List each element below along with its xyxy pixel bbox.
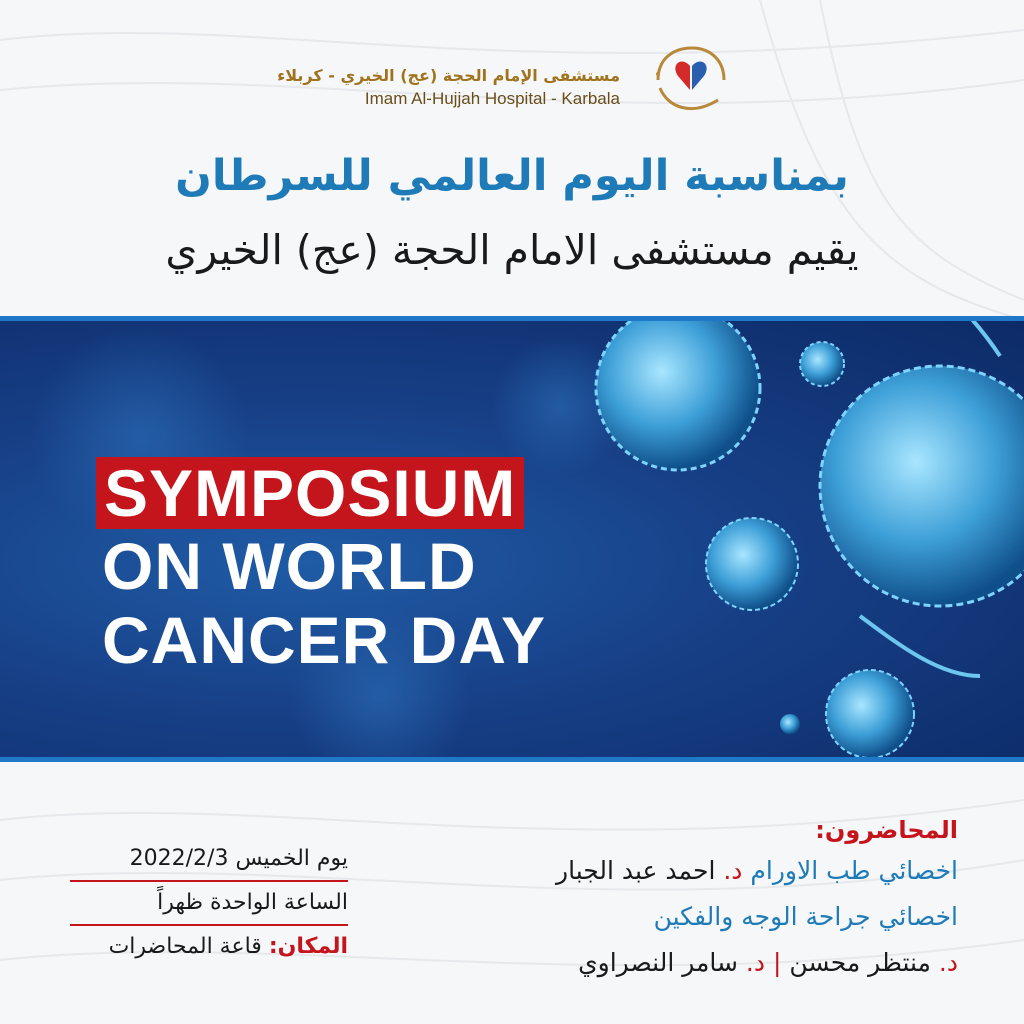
logo-arabic-name: مستشفى الإمام الحجة (عج) الخيري: [340, 66, 620, 85]
lecturers: [438, 812, 958, 986]
logo-text: [260, 66, 620, 110]
event-time: الساعة الواحدة ظهراً: [157, 890, 348, 915]
event-place-label: المكان:: [268, 934, 348, 959]
subline: يقيم مستشفى الامام الحجة (عج) الخيري: [165, 226, 859, 274]
banner-title-line1: SYMPOSIUM: [96, 457, 524, 529]
lecturer-2-specialty: اخصائي جراحة الوجه والفكين: [653, 902, 958, 931]
banner-title: [96, 457, 546, 677]
event-date: 2022/2/3: [129, 846, 229, 871]
lecturer-1-name: احمد عبد الجبار: [556, 856, 716, 885]
lecturer-separator: |: [772, 948, 782, 977]
lecturer-line-2: [438, 894, 958, 940]
hospital-logo-icon: [652, 44, 730, 116]
banner: [0, 316, 1024, 762]
lecturer-4-name: سامر النصراوي: [578, 948, 738, 977]
lecturer-1-specialty: اخصائي طب الاورام: [750, 856, 958, 885]
lecturer-4-prefix: د.: [745, 948, 766, 977]
banner-bottom-border: [0, 757, 1024, 762]
lecturer-line-3: [438, 940, 958, 986]
lecturer-1-prefix: د.: [723, 856, 743, 885]
event-info: [70, 838, 348, 968]
logo-arabic: مستشفى الإمام الحجة (عج) الخيري - كربلاء: [277, 66, 620, 85]
event-date-row: [70, 838, 348, 882]
logo-arabic-place: كربلاء: [277, 66, 323, 85]
headline: بمناسبة اليوم العالمي للسرطان: [175, 151, 849, 201]
banner-title-line2: ON WORLD: [102, 529, 477, 603]
lecturer-3-prefix: د.: [938, 948, 958, 977]
banner-title-line3: CANCER DAY: [102, 603, 546, 677]
lecturers-heading: المحاضرون:: [815, 816, 958, 844]
lecturer-line-1: [438, 848, 958, 894]
event-time-row: [70, 882, 348, 926]
event-place-value: قاعة المحاضرات: [108, 934, 262, 959]
lecturer-3-name: منتظر محسن: [789, 948, 931, 977]
banner-top-border: [0, 316, 1024, 321]
event-place-row: [70, 926, 348, 968]
event-day-label: يوم الخميس: [235, 846, 348, 871]
logo-english: Imam Al-Hujjah Hospital - Karbala: [364, 89, 620, 108]
